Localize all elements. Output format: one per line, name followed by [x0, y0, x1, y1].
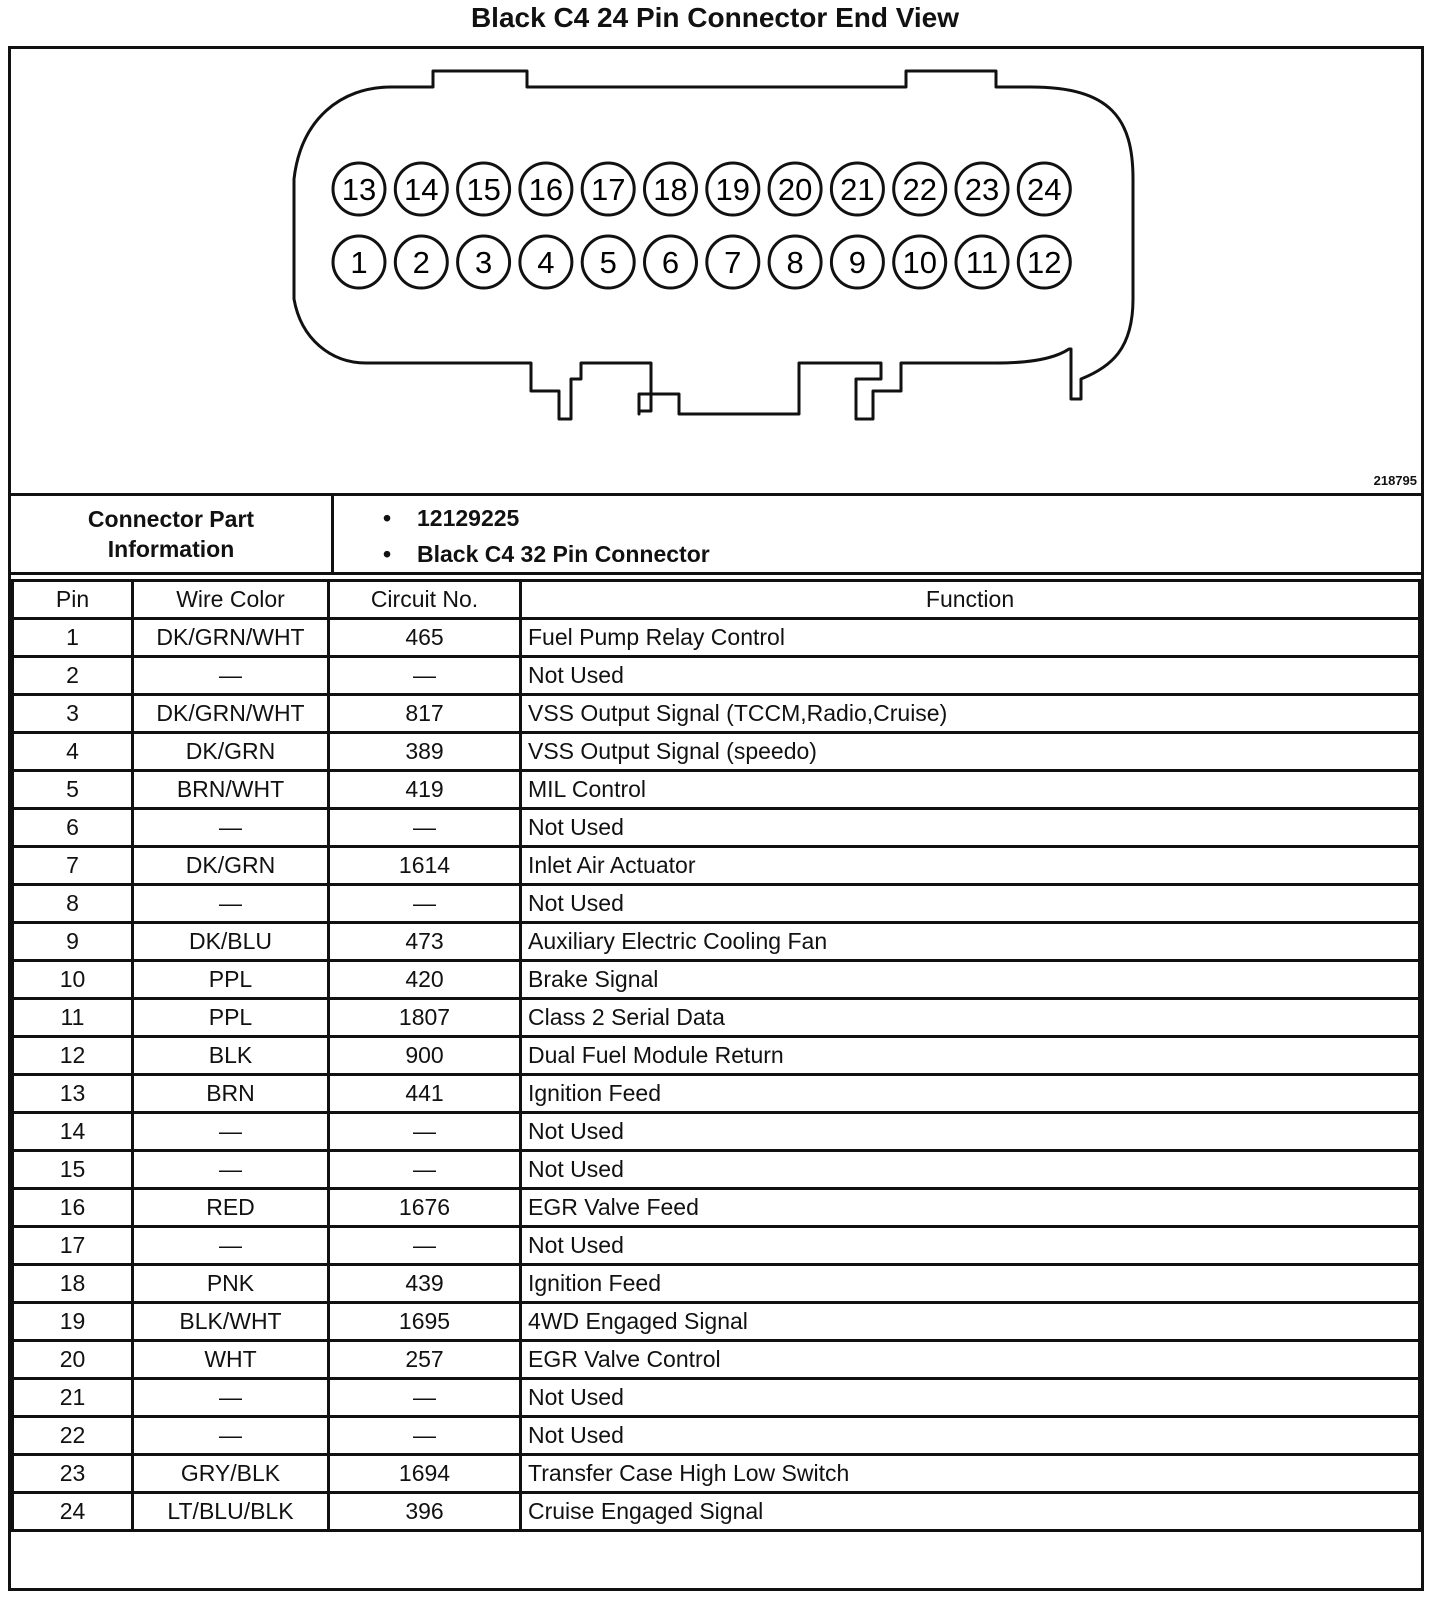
function-cell: Cruise Engaged Signal: [521, 1493, 1420, 1531]
wire-color-cell: DK/GRN/WHT: [133, 695, 329, 733]
table-row: [13, 885, 1420, 923]
function-cell: Not Used: [521, 1113, 1420, 1151]
table-row: [13, 1493, 1420, 1531]
wire-color-cell: —: [133, 1151, 329, 1189]
pin-8: [769, 236, 821, 288]
pin-label: 4: [537, 245, 555, 280]
pin-label: 21: [840, 172, 875, 207]
function-cell: EGR Valve Feed: [521, 1189, 1420, 1227]
pin-label: 16: [528, 172, 564, 207]
connector-part-info: [11, 493, 1421, 575]
pin-24: [1018, 163, 1070, 215]
pin-label: 6: [661, 245, 680, 280]
pin-1: [333, 236, 385, 288]
pin-label: 1: [350, 245, 368, 280]
table-row: [13, 923, 1420, 961]
table-row: [13, 1303, 1420, 1341]
wire-color-cell: GRY/BLK: [133, 1455, 329, 1493]
function-cell: Transfer Case High Low Switch: [521, 1455, 1420, 1493]
pin-cell: 6: [13, 809, 133, 847]
circuit-cell: 1695: [329, 1303, 521, 1341]
pin-cell: 15: [13, 1151, 133, 1189]
figure-id: 218795: [1373, 473, 1417, 488]
wire-color-cell: BRN: [133, 1075, 329, 1113]
top-row-pins: [333, 163, 1070, 215]
wire-color-cell: DK/GRN: [133, 847, 329, 885]
pin-19: [707, 163, 759, 215]
pin-cell: 10: [13, 961, 133, 999]
wire-color-cell: BLK: [133, 1037, 329, 1075]
circuit-cell: 817: [329, 695, 521, 733]
function-cell: Not Used: [521, 1379, 1420, 1417]
function-cell: Brake Signal: [521, 961, 1420, 999]
wire-color-cell: —: [133, 1113, 329, 1151]
table-row: [13, 1113, 1420, 1151]
circuit-cell: 420: [329, 961, 521, 999]
pin-cell: 2: [13, 657, 133, 695]
pin-label: 12: [1027, 245, 1062, 280]
pin-2: [395, 236, 447, 288]
table-row: [13, 1189, 1420, 1227]
pin-4: [520, 236, 572, 288]
wire-color-cell: PPL: [133, 961, 329, 999]
circuit-cell: —: [329, 1227, 521, 1265]
circuit-cell: 465: [329, 619, 521, 657]
circuit-cell: —: [329, 1417, 521, 1455]
pin-15: [458, 163, 510, 215]
pin-cell: 3: [13, 695, 133, 733]
wire-color-cell: —: [133, 1379, 329, 1417]
table-row: [13, 1341, 1420, 1379]
pin-cell: 9: [13, 923, 133, 961]
pinout-rows: [13, 619, 1420, 1531]
pin-17: [582, 163, 634, 215]
header-function: Function: [521, 581, 1420, 619]
circuit-cell: —: [329, 1379, 521, 1417]
pin-12: [1018, 236, 1070, 288]
pin-7: [707, 236, 759, 288]
pin-6: [645, 236, 697, 288]
pin-14: [395, 163, 447, 215]
function-cell: Fuel Pump Relay Control: [521, 619, 1420, 657]
pin-label: 11: [965, 245, 999, 280]
wire-color-cell: BRN/WHT: [133, 771, 329, 809]
function-cell: Not Used: [521, 885, 1420, 923]
circuit-cell: 900: [329, 1037, 521, 1075]
function-cell: Not Used: [521, 657, 1420, 695]
circuit-cell: —: [329, 657, 521, 695]
pin-cell: 12: [13, 1037, 133, 1075]
circuit-cell: 1807: [329, 999, 521, 1037]
connector-end-view-drawing: [11, 49, 1421, 493]
function-cell: Inlet Air Actuator: [521, 847, 1420, 885]
wire-color-cell: LT/BLU/BLK: [133, 1493, 329, 1531]
wire-color-cell: —: [133, 809, 329, 847]
circuit-cell: 257: [329, 1341, 521, 1379]
pin-cell: 22: [13, 1417, 133, 1455]
wire-color-cell: DK/BLU: [133, 923, 329, 961]
pin-18: [645, 163, 697, 215]
pin-cell: 11: [13, 999, 133, 1037]
wire-color-cell: WHT: [133, 1341, 329, 1379]
pin-label: 10: [902, 245, 937, 280]
part-number: • 12129225: [341, 500, 710, 536]
pin-cell: 21: [13, 1379, 133, 1417]
table-row: [13, 961, 1420, 999]
table-row: [13, 1037, 1420, 1075]
pin-label: 18: [653, 172, 688, 207]
pin-cell: 23: [13, 1455, 133, 1493]
pin-cell: 5: [13, 771, 133, 809]
function-cell: EGR Valve Control: [521, 1341, 1420, 1379]
table-row: [13, 1227, 1420, 1265]
table-row: [13, 999, 1420, 1037]
pin-21: [831, 163, 883, 215]
pin-cell: 13: [13, 1075, 133, 1113]
pin-22: [894, 163, 946, 215]
function-cell: Auxiliary Electric Cooling Fan: [521, 923, 1420, 961]
pin-label: 9: [848, 245, 867, 280]
circuit-cell: 1614: [329, 847, 521, 885]
circuit-cell: 396: [329, 1493, 521, 1531]
pin-label: 15: [466, 172, 501, 207]
circuit-cell: 441: [329, 1075, 521, 1113]
wire-color-cell: PNK: [133, 1265, 329, 1303]
pin-20: [769, 163, 821, 215]
function-cell: Ignition Feed: [521, 1265, 1420, 1303]
circuit-cell: —: [329, 885, 521, 923]
table-row: [13, 847, 1420, 885]
connector-diagram: [11, 49, 1421, 493]
wire-color-cell: BLK/WHT: [133, 1303, 329, 1341]
table-row: [13, 1455, 1420, 1493]
circuit-cell: —: [329, 809, 521, 847]
table-row: [13, 695, 1420, 733]
wire-color-cell: RED: [133, 1189, 329, 1227]
wire-color-cell: DK/GRN/WHT: [133, 619, 329, 657]
pin-10: [894, 236, 946, 288]
function-cell: Class 2 Serial Data: [521, 999, 1420, 1037]
table-row: [13, 619, 1420, 657]
pin-cell: 16: [13, 1189, 133, 1227]
pin-cell: 7: [13, 847, 133, 885]
table-row: [13, 809, 1420, 847]
circuit-cell: 439: [329, 1265, 521, 1303]
pin-label: 22: [902, 172, 937, 207]
pin-3: [458, 236, 510, 288]
pin-label: 14: [404, 172, 439, 207]
table-row: [13, 1417, 1420, 1455]
pin-label: 13: [341, 172, 377, 207]
connector-description: • Black C4 32 Pin Connector: [341, 536, 710, 572]
pinout-table: [11, 579, 1421, 1532]
part-info-label: Connector Part Information: [11, 496, 334, 572]
connector-frame: [8, 46, 1424, 1591]
table-row: [13, 1265, 1420, 1303]
pin-label: 17: [590, 172, 626, 207]
header-pin: Pin: [13, 581, 133, 619]
pin-9: [831, 236, 883, 288]
pin-label: 8: [786, 245, 804, 280]
pin-cell: 14: [13, 1113, 133, 1151]
function-cell: Not Used: [521, 1227, 1420, 1265]
pin-cell: 18: [13, 1265, 133, 1303]
table-row: [13, 1151, 1420, 1189]
circuit-cell: 1676: [329, 1189, 521, 1227]
wire-color-cell: PPL: [133, 999, 329, 1037]
pin-label: 19: [715, 172, 751, 207]
wire-color-cell: —: [133, 885, 329, 923]
table-row: [13, 733, 1420, 771]
wire-color-cell: —: [133, 1227, 329, 1265]
circuit-cell: 1694: [329, 1455, 521, 1493]
function-cell: Dual Fuel Module Return: [521, 1037, 1420, 1075]
pin-cell: 4: [13, 733, 133, 771]
function-cell: 4WD Engaged Signal: [521, 1303, 1420, 1341]
pin-11: [956, 236, 1008, 288]
wire-color-cell: DK/GRN: [133, 733, 329, 771]
pin-cell: 8: [13, 885, 133, 923]
part-info-list: [341, 500, 710, 572]
function-cell: Not Used: [521, 809, 1420, 847]
circuit-cell: —: [329, 1113, 521, 1151]
circuit-cell: 419: [329, 771, 521, 809]
pin-cell: 24: [13, 1493, 133, 1531]
header-wire-color: Wire Color: [133, 581, 329, 619]
circuit-cell: 473: [329, 923, 521, 961]
pin-label: 23: [964, 172, 1000, 207]
pin-label: 2: [412, 245, 430, 280]
pin-16: [520, 163, 572, 215]
table-row: [13, 1379, 1420, 1417]
function-cell: Not Used: [521, 1151, 1420, 1189]
pin-cell: 20: [13, 1341, 133, 1379]
function-cell: VSS Output Signal (speedo): [521, 733, 1420, 771]
pin-cell: 17: [13, 1227, 133, 1265]
table-header-row: [13, 581, 1420, 619]
header-circuit-no: Circuit No.: [329, 581, 521, 619]
bottom-row-pins: [333, 236, 1070, 288]
pin-13: [333, 163, 385, 215]
function-cell: Ignition Feed: [521, 1075, 1420, 1113]
function-cell: MIL Control: [521, 771, 1420, 809]
pin-label: 20: [777, 172, 813, 207]
wire-color-cell: —: [133, 1417, 329, 1455]
pin-23: [956, 163, 1008, 215]
pin-cell: 19: [13, 1303, 133, 1341]
table-row: [13, 657, 1420, 695]
function-cell: VSS Output Signal (TCCM,Radio,Cruise): [521, 695, 1420, 733]
pin-label: 5: [599, 245, 617, 280]
table-row: [13, 771, 1420, 809]
wire-color-cell: —: [133, 657, 329, 695]
circuit-cell: 389: [329, 733, 521, 771]
circuit-cell: —: [329, 1151, 521, 1189]
page-title: Black C4 24 Pin Connector End View: [470, 2, 960, 33]
pin-label: 7: [724, 245, 742, 280]
pin-5: [582, 236, 634, 288]
pin-label: 24: [1027, 172, 1062, 207]
pin-label: 3: [474, 245, 493, 280]
pin-cell: 1: [13, 619, 133, 657]
function-cell: Not Used: [521, 1417, 1420, 1455]
table-row: [13, 1075, 1420, 1113]
